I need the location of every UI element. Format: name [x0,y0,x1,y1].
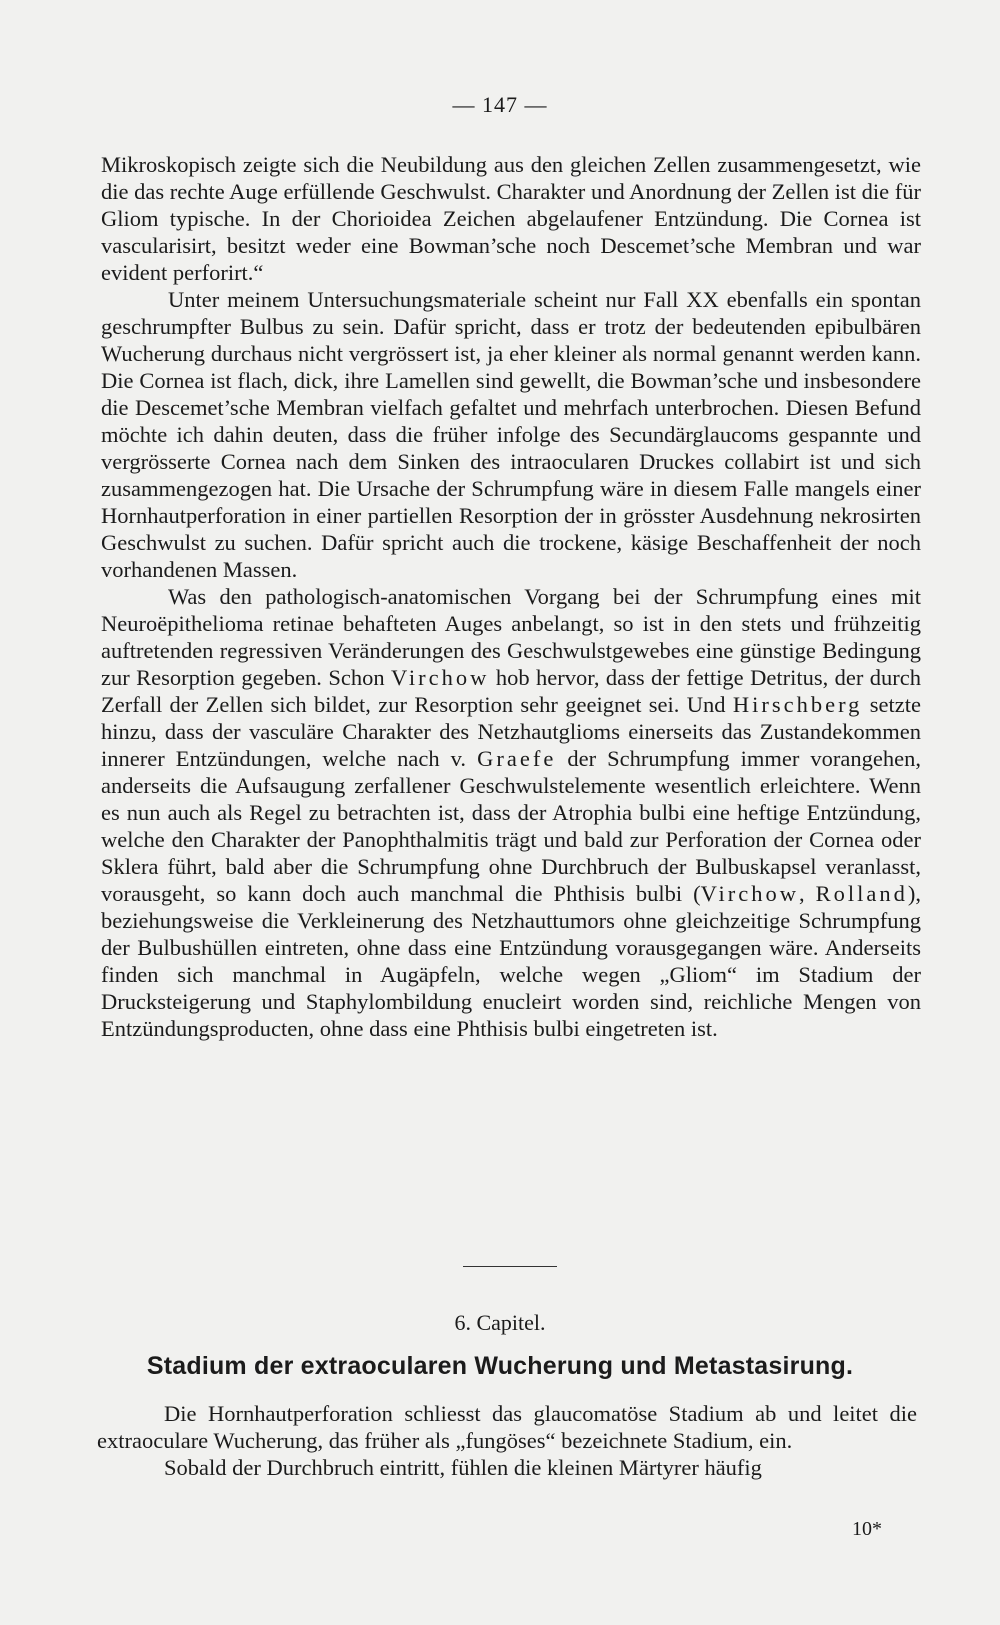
spaced-author-name: Hirschberg [732,692,863,717]
text-run: ), beziehungsweise die Verkleinerung des Netzhauttumors ohne gleichzeitige Schrumpfung der Bulbushüllen eintreten, ohne dass eine Entzündung vorausgegangen wäre. Anderseits finden sich manchmal in Augäpfeln, welche wegen „Gliom“ im Stadium der Drucksteigerung und Staphylombildung enucleirt worden sind, reichliche Mengen von Entzündungsproducten, ohne dass eine Phthisis bulbi eingetreten ist. [101,881,922,1041]
text-run: , [799,881,816,906]
page-number: — 147 — [452,92,548,117]
paragraph [101,151,921,286]
text-run: der Schrumpfung immer vorangehen, anderseits die Aufsaugung zerfallener Geschwulstelemente wesentlich erleichtere. Wenn es nun auch als Regel zu betrachten ist, dass der Atrophia bulbi eine heftige Entzündung, welche den Charakter der Panophthalmitis trägt und bald zur Perforation der Cornea oder Sklera führt, bald aber die Schrumpfung ohne Durchbruch der Bulbuskapsel veranlasst, vorausgeht, so kann doch auch manchmal die Phthisis bulbi ( [101,746,921,906]
body-text [101,151,921,1042]
chapter-title: Stadium der extraocularen Wucherung und Metastasirung. [146,1352,854,1380]
text-run: Mikroskopisch zeigte sich die Neubildung aus den gleichen Zellen zusammengesetzt, wie die das rechte Auge erfüllende Geschwulst. Charakter und Anordnung der Zellen ist die für Gliom typische. In der Chorioidea Zeichen abgelaufener Entzündung. Die Cornea ist vascularisirt, besitzt weder eine Bowman’sche noch Descemet’sche Membran und war evident perforirt.“ [101,152,921,285]
chapter-body-text [97,1400,917,1481]
paragraph [101,583,921,1042]
section-divider [463,1266,557,1267]
signature-mark: 10* [852,1518,882,1540]
spaced-author-name: Graefe [477,746,557,771]
text-run: Was den pathologisch-anatomischen Vorgang bei der Schrumpfung eines mit Neuroëpithelioma retinae behafteten Auges anbelangt, so ist in den stets und frühzeitig auftretenden regressiven Veränderungen des Geschwulstgewebes eine günstige Bedingung zur Resorption gegeben. Schon [101,584,921,690]
text-run: Unter meinem Untersuchungsmateriale scheint nur Fall XX ebenfalls ein spontan geschrumpfter Bulbus zu sein. Dafür spricht, dass er trotz der bedeutenden epibulbären Wucherung durchaus nicht vergrössert ist, ja eher kleiner als normal genannt werden kann. Die Cornea ist flach, dick, ihre Lamellen sind gewellt, die Bowman’sche und insbesondere die Descemet’sche Membran vielfach gefaltet und mehrfach unterbrochen. Diesen Befund möchte ich dahin deuten, dass die früher infolge des Secundärglaucoms gespannte und vergrösserte Cornea nach dem Sinken des intraocularen Druckes collabirt ist und sich zusammengezogen hat. Die Ursache der Schrumpfung wäre in diesem Falle mangels einer Hornhautperforation in einer partiellen Resorption der in grösster Ausdehnung nekrosirten Geschwulst zu suchen. Dafür spricht auch die trockene, käsige Beschaffenheit der noch vorhandenen Massen. [101,287,921,582]
spaced-author-name: Virchow [391,665,490,690]
text-run: hob hervor, dass der fettige Detritus, der durch Zerfall der Zellen sich bildet, zur Resorption sehr geeignet sei. Und [101,665,922,717]
spaced-author-name: Virchow [700,881,799,906]
paragraph: Sobald der Durchbruch eintritt, fühlen die kleinen Märtyrer häufig [164,1455,762,1480]
paragraph [101,286,921,583]
chapter-number: 6. Capitel. [454,1310,546,1335]
paragraph: Die Hornhautperforation schliesst das glaucomatöse Stadium ab und leitet die extraoculare Wucherung, das früher als „fungöses“ bezeichnete Stadium, ein. [97,1401,917,1453]
spaced-author-name: Rolland [815,881,908,906]
text-run: setzte hinzu, dass der vasculäre Charakter des Netzhautglioms einerseits das Zustandekommen innerer Entzündungen, welche nach v. [101,692,922,771]
